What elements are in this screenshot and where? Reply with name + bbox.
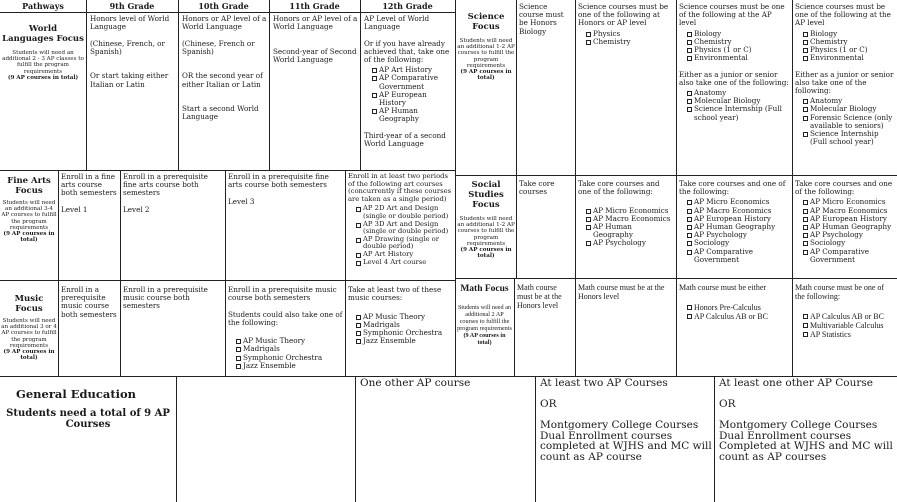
list-item: Level 4 Art course	[356, 259, 454, 267]
world-languages-12th-list	[364, 66, 452, 123]
fine-arts-11th: Enroll in a prerequisite fine arts course both semesters Level 3	[228, 172, 329, 206]
social-studies-title: Social Studies Focus	[468, 180, 504, 210]
music-9th: Enroll in a prerequisite music course both semesters	[61, 285, 117, 319]
social-studies-col4: Take core courses and one of the following: AP Micro Economics AP Macro Economics AP European History AP Human Geography AP Psychology Sociology AP Comparative Government	[795, 180, 895, 264]
col-rule	[676, 0, 677, 376]
math-label	[456, 284, 513, 346]
math-col1: Math course must be at the Honors level	[517, 283, 562, 310]
list-item: AP Human Geography	[372, 107, 452, 123]
fine-arts-10th: Enroll in a prerequisite fine arts course both semesters Level 2	[123, 172, 208, 214]
list-item: Madrigals	[236, 345, 343, 353]
math-col3: Math course must be either Honors Pre-Calculus AP Calculus AB or BC	[679, 283, 790, 321]
list-item: AP Comparative Government	[372, 74, 452, 90]
list-item: Science Internship (Full school year)	[803, 130, 895, 146]
fine-arts-total: (9 AP courses in total)	[3, 231, 55, 244]
science-col1: Science course must be Honors Biology	[519, 2, 564, 36]
math-total: (9 AP courses in total)	[463, 332, 506, 346]
list-item: AP Macro Economics	[586, 215, 674, 223]
list-item: Symphonic Orchestra	[356, 329, 454, 337]
header-9th-grade: 9th Grade	[109, 1, 155, 11]
world-languages-9th: Honors level of World Language (Chinese, French, or Spanish) Or start taking either Italian or Latin	[90, 14, 170, 89]
list-item: Physics	[586, 30, 674, 38]
list-item: AP Music Theory	[236, 337, 343, 345]
science-total: (9 AP courses in total)	[460, 69, 512, 82]
row-rule	[0, 170, 455, 171]
list-item: AP Drawing (single or double period)	[356, 236, 454, 251]
social-studies-col1: Take core courses	[519, 179, 555, 197]
list-item: Environmental	[687, 54, 790, 62]
header-12th-grade: 12th Grade	[382, 1, 433, 11]
list-item: Biology	[803, 30, 895, 38]
list-item: AP European History	[803, 215, 895, 223]
list-item: AP Macro Economics	[803, 207, 895, 215]
list-item: AP Music Theory	[356, 313, 454, 321]
general-12th: At least two AP Courses OR Montgomery College Courses Dual Enrollment courses completed at WJHS and MC will count as AP course	[540, 377, 712, 463]
col-rule	[516, 0, 517, 278]
list-item: Molecular Biology	[803, 105, 895, 113]
list-item: Sociology	[687, 239, 790, 247]
list-item: AP Art History	[356, 251, 454, 259]
list-item: AP 2D Art and Design (single or double period)	[356, 205, 454, 220]
social-studies-subtitle: Students will need an additional 1-2 AP courses to fulfill the program requirements	[457, 216, 515, 247]
social-studies-total: (9 AP courses in total)	[460, 247, 512, 260]
social-studies-col2: Take core courses and one of the following: AP Micro Economics AP Macro Economics AP Human Geography AP Psychology	[578, 180, 674, 248]
music-label	[1, 294, 57, 361]
world-languages-total: (9 AP courses in total)	[7, 74, 79, 81]
col-rule	[58, 170, 59, 376]
science-col4: Science courses must be one of the following at the AP level Biology Chemistry Physics (1 or C) Environmental Either as a junior or senior also take one of the following: Anatomy Molecular Biology Forensic Science (only available to seniors) Science Internship (Full school year)	[795, 2, 894, 147]
fine-arts-label	[1, 176, 57, 243]
list-item: AP Psychology	[586, 239, 674, 247]
col-rule	[178, 0, 179, 170]
fine-arts-9th: Enroll in a fine arts course both semesters Level 1	[61, 172, 117, 214]
col-rule	[792, 0, 793, 376]
col-rule	[176, 376, 177, 502]
list-item: Physics (1 or C)	[803, 46, 895, 54]
col-rule	[269, 0, 270, 170]
list-item: Chemistry	[803, 38, 895, 46]
col-rule	[120, 170, 121, 376]
music-total: (9 AP courses in total)	[3, 349, 55, 362]
list-item: AP Micro Economics	[803, 198, 895, 206]
list-item: AP Statistics	[803, 330, 895, 339]
science-col2: Science courses must be one of the following at Honors or AP level Physics Chemistry	[578, 3, 674, 46]
list-item: AP Human Geography	[803, 223, 895, 231]
science-col3: Science courses must be one of the following at the AP level Biology Chemistry Physics (1 or C) Environmental Either as a junior or senior also take one of the following: Anatomy Molecular Biology Science Internship (Full school year)	[679, 2, 789, 122]
header-11th-grade: 11th Grade	[289, 1, 340, 11]
math-col4: Math course must be one of the following: AP Calculus AB or BC Multivariable Calculus AP Statistics	[795, 283, 895, 339]
list-item: Environmental	[803, 54, 895, 62]
list-item: Anatomy	[687, 89, 790, 97]
world-languages-12th: AP Level of World Language Or if you have already achieved that, take one of the following: AP Art History AP Comparative Government AP European History AP Human Geography Third-year of a second World Language	[364, 15, 452, 148]
list-item: Chemistry	[586, 38, 674, 46]
list-item: AP Calculus AB or BC	[803, 312, 895, 321]
list-item: Molecular Biology	[687, 97, 790, 105]
list-item: AP Psychology	[803, 231, 895, 239]
math-col2: Math course must be at the Honors level	[578, 283, 665, 301]
list-item: AP European History	[372, 91, 452, 107]
header-pathways: Pathways	[22, 1, 64, 11]
col-rule	[345, 170, 346, 376]
list-item: Science Internship (Full school year)	[687, 105, 790, 121]
music-11th: Enroll in a prerequisite music course both semesters Students could also take one of the following: AP Music Theory Madrigals Symphonic Orchestra Jazz Ensemble	[228, 285, 343, 370]
col-rule	[714, 376, 715, 502]
col-rule	[355, 376, 356, 502]
list-item: AP Calculus AB or BC	[687, 312, 790, 321]
list-item: AP Human Geography	[687, 223, 790, 231]
list-item: AP Art History	[372, 66, 452, 74]
music-subtitle: Students will need an additional 3 or 4 AP courses to fulfill the program requirements	[1, 318, 57, 349]
science-title: Science Focus	[467, 12, 505, 32]
list-item: AP Psychology	[687, 231, 790, 239]
social-studies-col3: Take core courses and one of the following: AP Micro Economics AP Macro Economics AP European History AP Human Geography AP Psychology Sociology AP Comparative Government	[679, 180, 790, 264]
col-rule	[575, 0, 576, 376]
general-education-subtitle: Students need a total of 9 AP Courses	[6, 408, 170, 430]
world-languages-title: World Languages Focus	[2, 24, 84, 44]
science-subtitle: Students will need an additional 1-2 AP courses to fulfill the program requirements	[457, 38, 515, 69]
music-title: Music Focus	[14, 294, 44, 314]
list-item: Jazz Ensemble	[236, 362, 343, 370]
math-title: Math Focus	[460, 284, 509, 294]
list-item: Biology	[687, 30, 790, 38]
list-item: AP European History	[687, 215, 790, 223]
list-item: Forensic Science (only available to seniors)	[803, 114, 895, 130]
list-item: Multivariable Calculus	[803, 321, 895, 330]
list-item: Chemistry	[687, 38, 790, 46]
list-item: AP Micro Economics	[586, 207, 674, 215]
col-rule	[86, 0, 87, 170]
fine-arts-subtitle: Students will need an additional 3-4 AP courses to fulfill the program requirements	[1, 200, 57, 231]
list-item: AP Macro Economics	[687, 207, 790, 215]
col-rule	[225, 170, 226, 376]
fine-arts-12th: Enroll in at least two periods of the following art courses (concurrently if these courses are taken as a single period) AP 2D Art and Design (single or double period) AP 3D Art and Design (single or double period) AP Drawing (single or double period) AP Art History Level 4 Art course	[348, 173, 454, 266]
list-item: Jazz Ensemble	[356, 337, 454, 345]
col-rule	[360, 0, 361, 170]
list-item: AP Comparative Government	[803, 248, 895, 264]
header-10th-grade: 10th Grade	[198, 1, 249, 11]
list-item: AP Human Geography	[586, 223, 674, 239]
world-languages-label	[2, 24, 84, 81]
general-11th: One other AP course	[360, 377, 471, 389]
list-item: Sociology	[803, 239, 895, 247]
world-languages-10th: Honors or AP level of a World Language (Chinese, French or Spanish) OR the second year of either Italian or Latin Start a second World Language	[182, 14, 267, 122]
world-languages-11th: Honors or AP level of a World Language Second-year of Second World Language	[273, 14, 358, 65]
music-10th: Enroll in a prerequisite music course both semesters	[123, 285, 208, 311]
list-item: Symphonic Orchestra	[236, 354, 343, 362]
list-item: Madrigals	[356, 321, 454, 329]
header-rule	[0, 12, 455, 13]
social-studies-label	[457, 180, 515, 259]
world-languages-subtitle: Students will need an additional 2 - 3 AP classes to fulfill the program requirements	[2, 50, 84, 75]
list-item: Honors Pre-Calculus	[687, 303, 790, 312]
music-12th: Take at least two of these music courses: AP Music Theory Madrigals Symphonic Orchestra Jazz Ensemble	[348, 286, 454, 345]
list-item: Physics (1 or C)	[687, 46, 790, 54]
list-item: AP 3D Art and Design (single or double period)	[356, 221, 454, 236]
row-rule	[0, 280, 455, 281]
col-rule	[514, 278, 515, 376]
general-education-title: General Education	[16, 387, 137, 401]
fine-arts-title: Fine Arts Focus	[7, 176, 51, 196]
math-subtitle: Students will need an additional 2 AP courses to fulfill the program requirements	[457, 304, 512, 332]
list-item: AP Comparative Government	[687, 248, 790, 264]
list-item: Anatomy	[803, 97, 895, 105]
col-rule	[535, 376, 536, 502]
general-13th: At least one other AP Course OR Montgomery College Courses Dual Enrollment courses Completed at WJHS and MC will count as AP courses	[719, 377, 893, 463]
science-label	[457, 12, 515, 81]
list-item: AP Micro Economics	[687, 198, 790, 206]
